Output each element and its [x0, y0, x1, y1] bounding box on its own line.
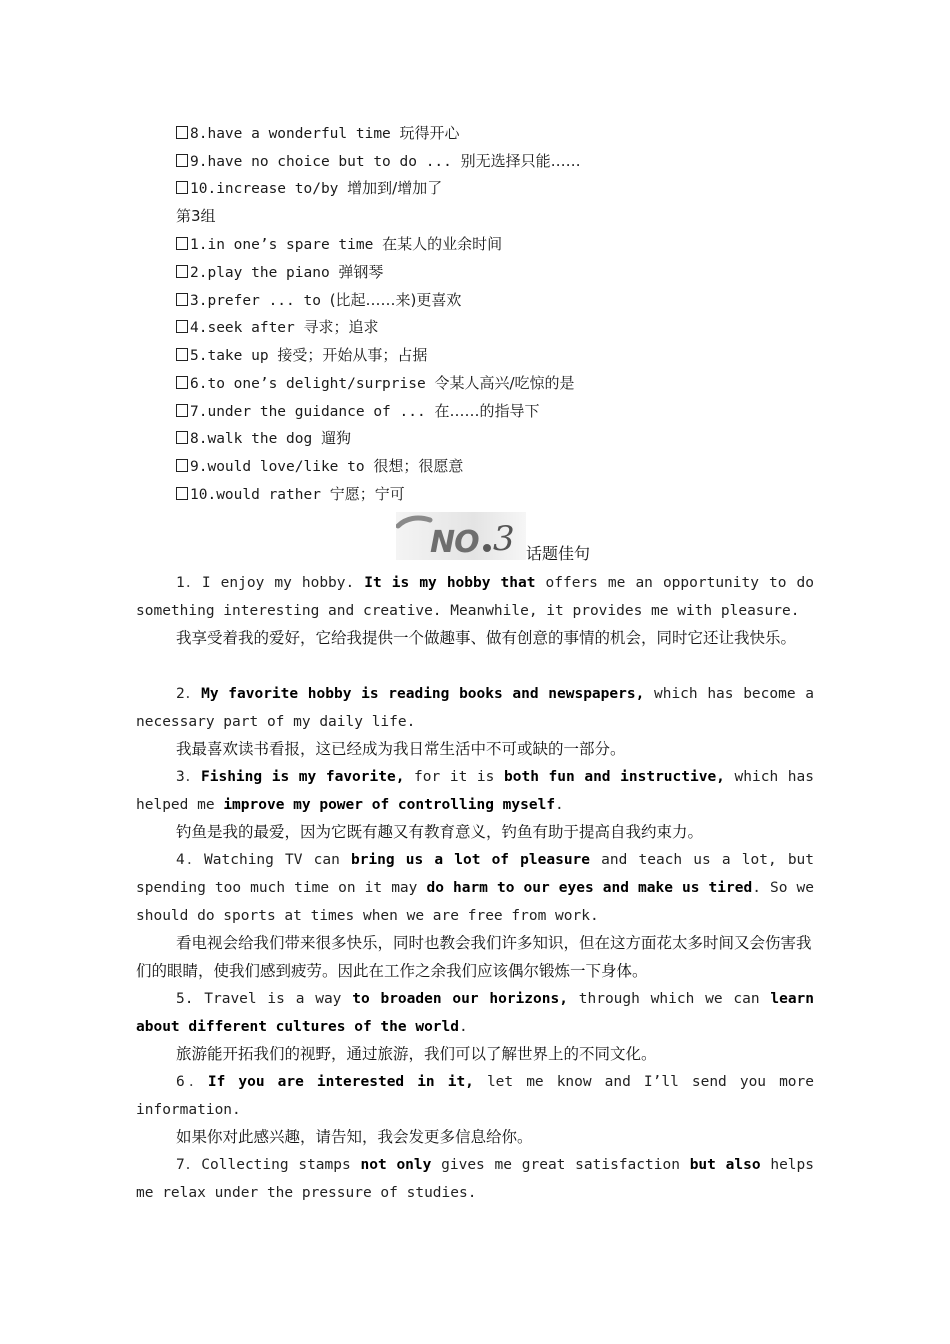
checkbox-icon — [176, 181, 188, 194]
sentence-1 — [136, 570, 814, 626]
sentence-5 — [136, 986, 814, 1042]
sentence-text: 2． — [176, 686, 202, 702]
checkbox-icon — [176, 348, 188, 361]
checkbox-icon — [176, 293, 188, 306]
sentence-text: 3． — [176, 769, 201, 785]
checkbox-icon — [176, 404, 188, 417]
sentence-text: helps me relax under the pressure of studies. — [136, 1157, 814, 1201]
sentence-4 — [136, 847, 814, 930]
translation-4: 看电视会给我们带来很多快乐，同时也教会我们许多知识，但在这方面花太多时间又会伤害我们的眼睛，使我们感到疲劳。因此在工作之余我们应该偶尔锻炼一下身体。 — [136, 934, 812, 980]
checkbox-icon — [176, 376, 188, 389]
sentence-7 — [136, 1152, 814, 1208]
highlighted-phrase: improve my power of controlling myself — [223, 796, 556, 813]
sentence-text: through which we can — [567, 991, 771, 1007]
sentence-text: and teach us a lot, but spending too much time on it may — [136, 852, 815, 896]
list-item: 7.under the guidance of ... 在……的指导下 — [176, 400, 539, 422]
sentence-text: 5. Travel is a way — [176, 991, 353, 1007]
highlighted-phrase: learn about different cultures of the world — [136, 991, 815, 1035]
list-item: 9.would love/like to 很想；很愿意 — [176, 455, 463, 477]
highlighted-phrase: It is my hobby that — [364, 575, 536, 591]
checkbox-icon — [176, 265, 188, 278]
checkbox-icon — [176, 154, 188, 167]
sentence-text: 7．Collecting stamps — [176, 1157, 361, 1173]
translation-6: 如果你对此感兴趣，请告知，我会发更多信息给你。 — [176, 1128, 533, 1146]
translation-5: 旅游能开拓我们的视野，通过旅游，我们可以了解世界上的不同文化。 — [176, 1045, 657, 1063]
translation-2: 我最喜欢读书看报，这已经成为我日常生活中不可或缺的一部分。 — [176, 740, 626, 758]
sentence-3 — [136, 764, 814, 820]
group-title: 第3组 — [176, 207, 216, 225]
sentence-text: for it is — [404, 769, 505, 785]
highlighted-phrase: My favorite hobby is reading books and newspapers, — [201, 686, 645, 702]
list-item: 3.prefer ... to (比起……来)更喜欢 — [176, 289, 461, 311]
list-item: 6.to one’s delight/surprise 令某人高兴/吃惊的是 — [176, 372, 575, 394]
sentence-6 — [136, 1069, 814, 1125]
list-item: 2.play the piano 弹钢琴 — [176, 261, 383, 283]
list-item: 4.seek after 寻求；追求 — [176, 316, 379, 338]
checkbox-icon — [176, 431, 188, 444]
section-banner-logo — [396, 512, 526, 560]
svg-text:3: 3 — [493, 519, 515, 559]
highlighted-phrase: bring us a lot of pleasure — [350, 852, 591, 868]
list-item: 5.take up 接受；开始从事；占据 — [176, 344, 427, 366]
highlighted-phrase: Fishing is my favorite, — [201, 769, 405, 785]
sentence-text: . — [555, 796, 564, 813]
sentence-text: offers me an opportunity to do something interesting and creative. Meanwhile, it provides me with pleasure. — [136, 575, 814, 619]
checkbox-icon — [176, 487, 188, 500]
svg-text:NO: NO — [430, 525, 479, 560]
list-item: 10.increase to/by 增加到/增加了 — [176, 177, 442, 199]
highlighted-phrase: If you are interested in it, — [207, 1074, 474, 1090]
list-item: 1.in one’s spare time 在某人的业余时间 — [176, 233, 502, 255]
sentence-text: gives me great satisfaction — [431, 1157, 690, 1173]
sentence-2 — [136, 681, 814, 737]
checkbox-icon — [176, 459, 188, 472]
sentence-text: which has helped me — [136, 769, 814, 813]
sentence-text: . So we should do sports at times when we are free from work. — [136, 879, 814, 924]
sentence-text: let me know and I’ll send you more information. — [136, 1074, 814, 1118]
list-item: 8.have a wonderful time 玩得开心 — [176, 122, 460, 144]
list-item: 8.walk the dog 遛狗 — [176, 427, 351, 449]
highlighted-phrase: to broaden our horizons, — [352, 991, 568, 1007]
checkbox-icon — [176, 237, 188, 250]
list-item: 9.have no choice but to do ... 别无选择只能…… — [176, 150, 581, 172]
sentence-text: which has become a necessary part of my daily life. — [136, 686, 814, 730]
sentence-text: 4．Watching TV can — [176, 852, 351, 868]
checkbox-icon — [176, 126, 188, 139]
highlighted-phrase: not only — [360, 1157, 432, 1173]
section-title: 话题佳句 — [526, 544, 591, 563]
translation-1: 我享受着我的爱好，它给我提供一个做趣事、做有创意的事情的机会，同时它还让我快乐。 — [176, 629, 797, 647]
sentence-text: 1．I enjoy my hobby. — [176, 575, 365, 591]
highlighted-phrase: but also — [689, 1157, 761, 1173]
list-item: 10.would rather 宁愿；宁可 — [176, 483, 405, 505]
highlighted-phrase: do harm to our eyes and make us tired — [426, 879, 753, 896]
translation-3: 钓鱼是我的最爱，因为它既有趣又有教育意义，钓鱼有助于提高自我约束力。 — [176, 823, 704, 841]
checkbox-icon — [176, 320, 188, 333]
highlighted-phrase: both fun and instructive, — [504, 769, 725, 785]
sentence-text: . — [459, 1018, 468, 1035]
sentence-text: 6． — [176, 1074, 208, 1090]
